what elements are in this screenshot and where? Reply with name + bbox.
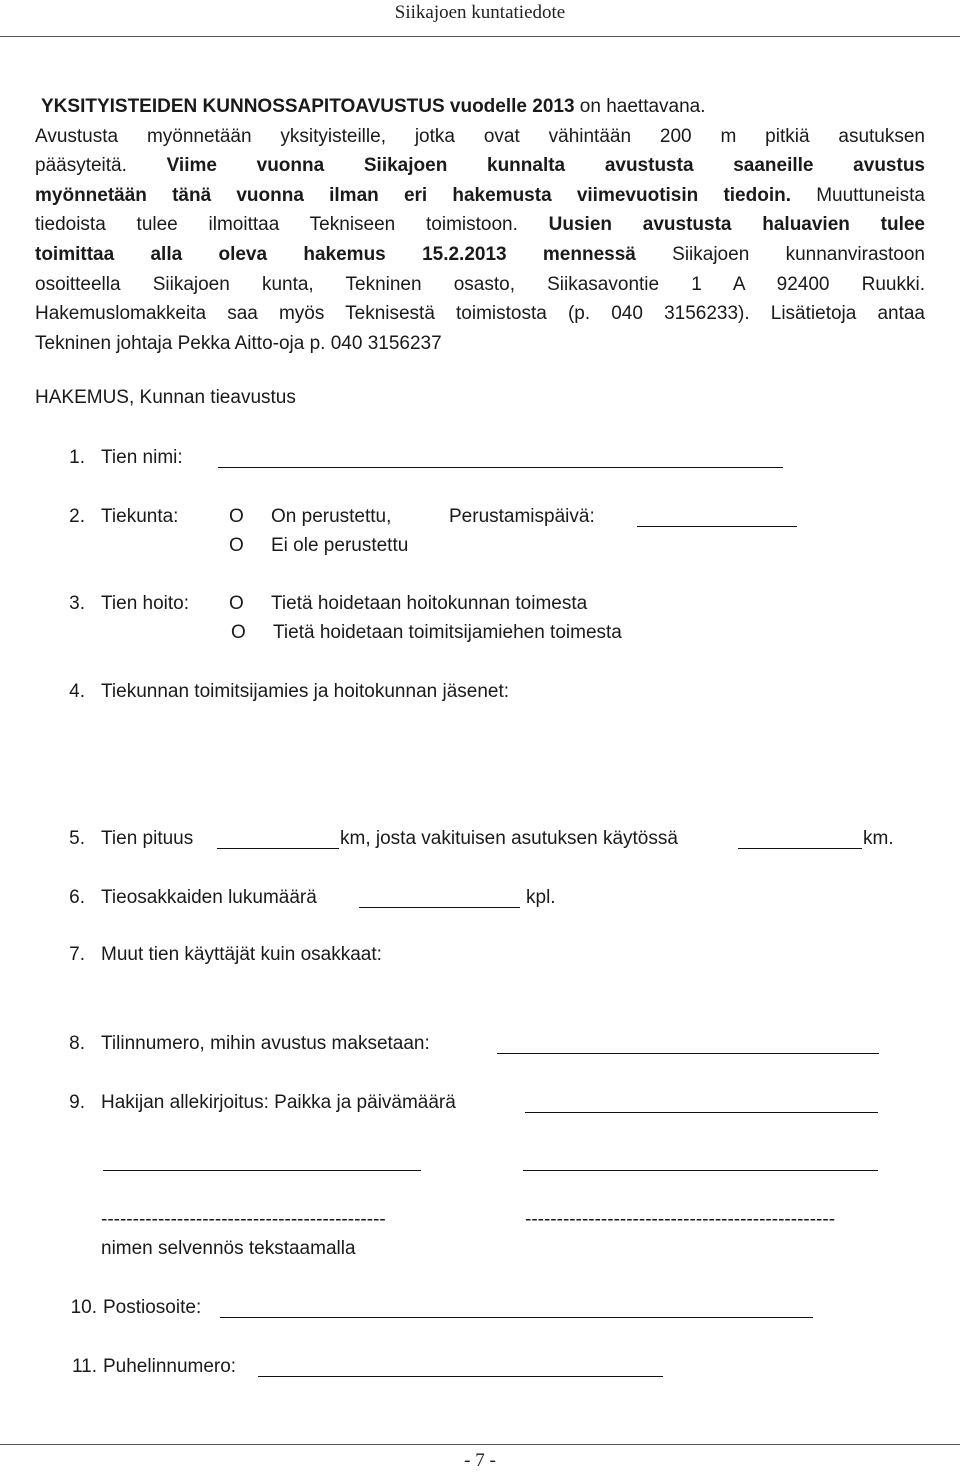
q6-number: 6.	[69, 887, 85, 908]
form-heading: HAKEMUS, Kunnan tieavustus	[35, 387, 296, 408]
q11-number: 11.	[71, 1356, 97, 1377]
maintenance-committee-label: Tietä hoidetaan hoitokunnan toimesta	[271, 593, 588, 614]
q9-number: 9.	[69, 1092, 85, 1113]
not-established-radio[interactable]: O	[229, 535, 244, 556]
establish-date-label: Perustamispäivä:	[449, 506, 595, 527]
q5-number: 5.	[69, 828, 85, 849]
footer-rule	[0, 1444, 960, 1445]
q8-label: Tilinnumero, mihin avustus maksetaan:	[101, 1033, 430, 1054]
q4-number: 4.	[69, 681, 85, 702]
road-name-field[interactable]	[218, 467, 783, 468]
established-radio[interactable]: O	[229, 506, 244, 527]
q1-label: Tien nimi:	[101, 447, 183, 468]
postal-address-field[interactable]	[220, 1317, 813, 1318]
road-length-field[interactable]	[217, 848, 339, 849]
q2-label: Tiekunta:	[101, 506, 179, 527]
header-title: Siikajoen kuntatiedote	[394, 2, 566, 23]
signature-field-right[interactable]	[523, 1170, 878, 1171]
q3-number: 3.	[69, 593, 85, 614]
permanent-use-length-field[interactable]	[738, 848, 862, 849]
established-label: On perustettu,	[271, 506, 392, 527]
q1-number: 1.	[69, 447, 85, 468]
place-date-field[interactable]	[525, 1112, 878, 1113]
dash-line-left: ---------------------------------------------	[101, 1209, 386, 1230]
q5-unit: km.	[863, 828, 894, 849]
q8-number: 8.	[69, 1033, 85, 1054]
dash-line-right: -------------------------------------------------	[525, 1209, 836, 1230]
q7-label: Muut tien käyttäjät kuin osakkaat:	[101, 944, 382, 965]
q3-label: Tien hoito:	[101, 593, 190, 614]
signature-field-left[interactable]	[103, 1170, 421, 1171]
intro-text: YKSITYISTEIDEN KUNNOSSAPITOAVUSTUS vuodelle 2013 on haettavana. Avustusta myönnetään yksityisteille, jotka ovat vähintään 200 m pitkiä asutuksen pääsyteitä. Viime vuonna Siikajoen kunnalta avustusta saaneille avustus myönnetään tänä vuonna ilman eri hakemusta viimevuotisin tiedoin. Muuttuneista tiedoista tulee ilmoittaa Tekniseen toimistoon. Uusien avustusta haluavien tulee toimittaa alla oleva hakemus 15.2.2013 mennessä Siikajoen kunnanvirastoon osoitteella Siikajoen kunta, Tekninen osasto, Siikasavontie 1 A 92400 Ruukki. Hakemuslomakkeita saa myös Teknisestä toimistosta (p. 040 3156233). Lisätietoja antaa Tekninen johtaja Pekka Aitto-oja p. 040 3156237	[35, 96, 925, 354]
phone-number-field[interactable]	[258, 1376, 663, 1377]
q10-label: Postiosoite:	[103, 1297, 202, 1318]
q6-unit: kpl.	[526, 887, 556, 908]
q9-label: Hakijan allekirjoitus: Paikka ja päivämäärä	[101, 1092, 456, 1113]
q10-number: 10.	[70, 1297, 97, 1318]
q11-label: Puhelinnumero:	[103, 1356, 237, 1377]
maintenance-agent-label: Tietä hoidetaan toimitsijamiehen toimesta	[273, 622, 622, 643]
page-number: - 7 -	[464, 1450, 496, 1471]
not-established-label: Ei ole perustettu	[271, 535, 409, 556]
shareholder-count-field[interactable]	[359, 907, 520, 908]
establish-date-field[interactable]	[637, 526, 797, 527]
maintenance-committee-radio[interactable]: O	[229, 593, 244, 614]
q2-number: 2.	[69, 506, 85, 527]
q5-label: Tien pituus	[101, 828, 194, 849]
name-clarification-label: nimen selvennös tekstaamalla	[101, 1238, 356, 1259]
account-number-field[interactable]	[497, 1053, 879, 1054]
q4-label: Tiekunnan toimitsijamies ja hoitokunnan jäsenet:	[101, 681, 510, 702]
q5-mid-label: km, josta vakituisen asutuksen käytössä	[340, 828, 678, 849]
q7-number: 7.	[69, 944, 85, 965]
q6-label: Tieosakkaiden lukumäärä	[101, 887, 317, 908]
page-header	[0, 0, 960, 37]
maintenance-agent-radio[interactable]: O	[231, 622, 246, 643]
